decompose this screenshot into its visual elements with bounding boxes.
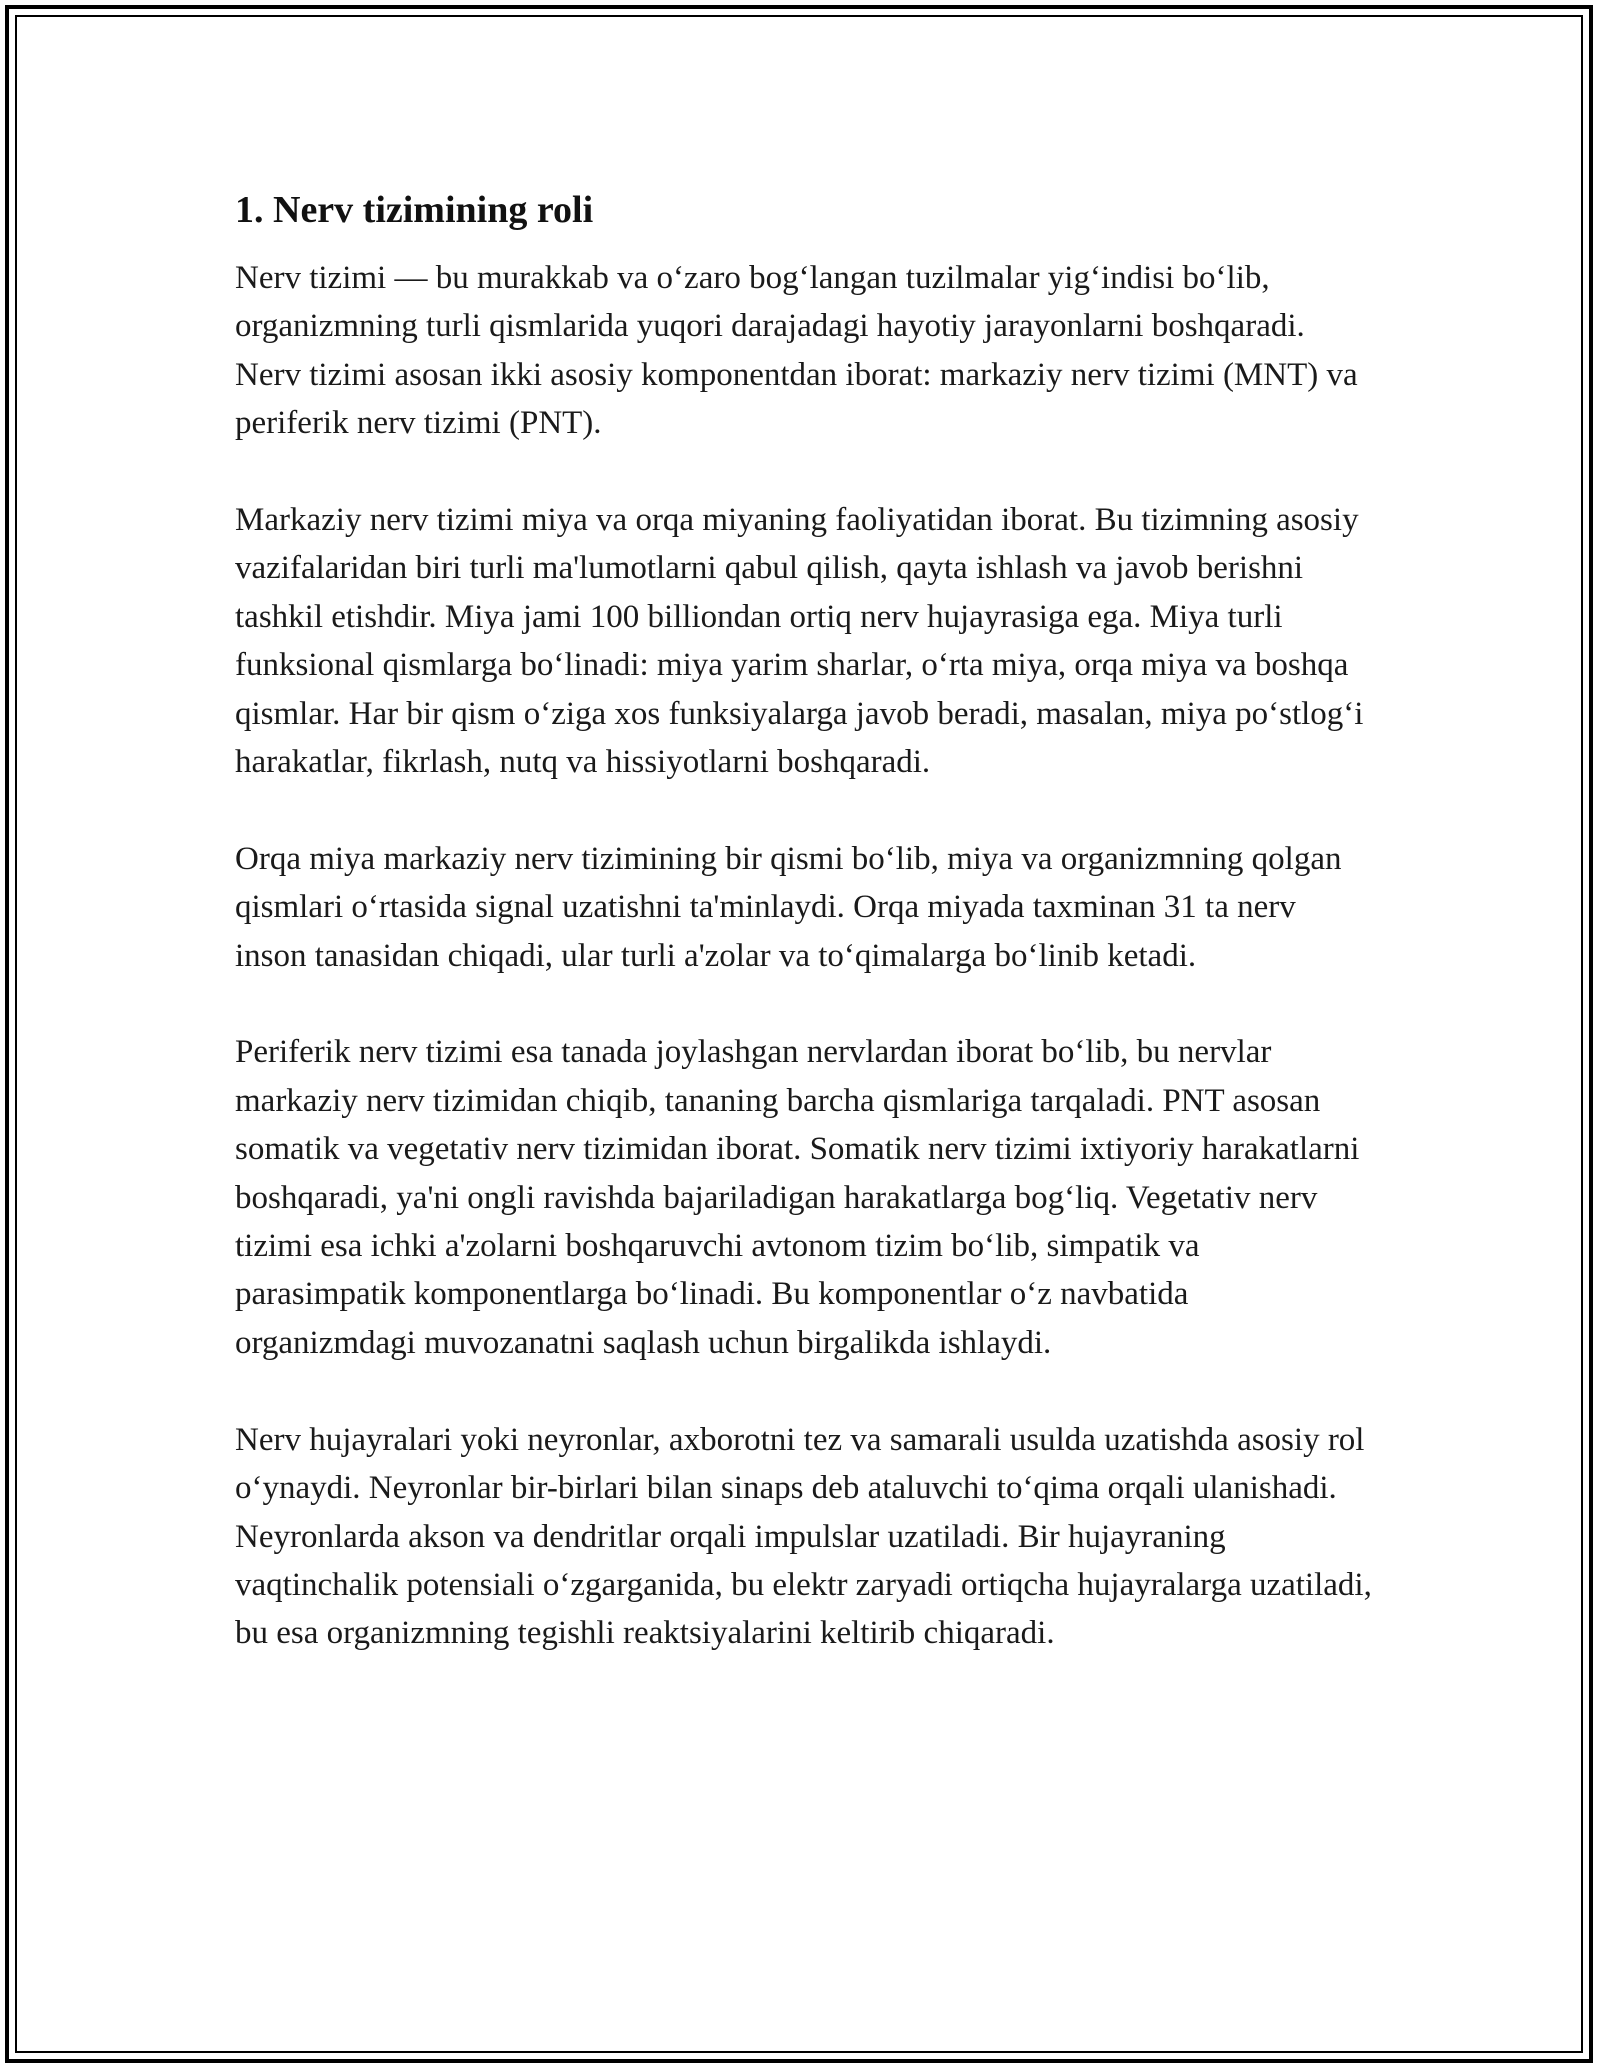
paragraph-central-nervous-system: Markaziy nerv tizimi miya va orqa miyaning faoliyatidan iborat. Bu tizimning asosiy vazifalaridan biri turli ma'lumotlarni qabul qilish, qayta ishlash va javob berishni tashkil etishdir. Miya jami 100 billiondan ortiq nerv hujayrasiga ega. Miya turli funksional qismlarga bo‘linadi: miya yarim sharlar, o‘rta miya, orqa miya va boshqa qismlar. Har bir qism o‘ziga xos funksiyalarga javob beradi, masalan, miya po‘stlog‘i harakatlar, fikrlash, nutq va hissiyotlarni boshqaradi. [235, 502, 1364, 781]
document-body [235, 186, 1375, 1706]
section-heading: 1. Nerv tizimining roli [235, 189, 594, 231]
paragraph-peripheral-nervous-system: Periferik nerv tizimi esa tanada joylashgan nervlardan iborat bo‘lib, bu nervlar markaziy nerv tizimidan chiqib, tananing barcha qismlariga tarqaladi. PNT asosan somatik va vegetativ nerv tizimidan iborat. Somatik nerv tizimi ixtiyoriy harakatlarni boshqaradi, ya'ni ongli ravishda bajariladigan harakatlarga bog‘liq. Vegetativ nerv tizimi esa ichki a'zolarni boshqaruvchi avtonom tizim bo‘lib, simpatik va parasimpatik komponentlarga bo‘linadi. Bu komponentlar o‘z navbatida organizmdagi muvozanatni saqlash uchun birgalikda ishlaydi. [235, 1034, 1360, 1361]
paragraph-neurons: Nerv hujayralari yoki neyronlar, axborotni tez va samarali usulda uzatishda asosiy rol o‘ynaydi. Neyronlar bir-birlari bilan sinaps deb ataluvchi to‘qima orqali ulanishadi. Neyronlarda akson va dendritlar orqali impulslar uzatiladi. Bir hujayraning vaqtinchalik potensiali o‘zgarganida, bu elektr zaryadi ortiqcha hujayralarga uzatiladi, bu esa organizmning tegishli reaktsiyalarini keltirib chiqaradi. [235, 1421, 1372, 1652]
paragraph-intro: Nerv tizimi — bu murakkab va o‘zaro bog‘langan tuzilmalar yig‘indisi bo‘lib, organizmning turli qismlarida yuqori darajadagi hayotiy jarayonlarni boshqaradi. Nerv tizimi asosan ikki asosiy komponentdan iborat: markaziy nerv tizimi (MNT) va periferik nerv tizimi (PNT). [235, 260, 1358, 442]
paragraph-spinal-cord: Orqa miya markaziy nerv tizimining bir qismi bo‘lib, miya va organizmning qolgan qismlari o‘rtasida signal uzatishni ta'minlaydi. Orqa miyada taxminan 31 ta nerv inson tanasidan chiqadi, ular turli a'zolar va to‘qimalarga bo‘linib ketadi. [235, 840, 1342, 974]
